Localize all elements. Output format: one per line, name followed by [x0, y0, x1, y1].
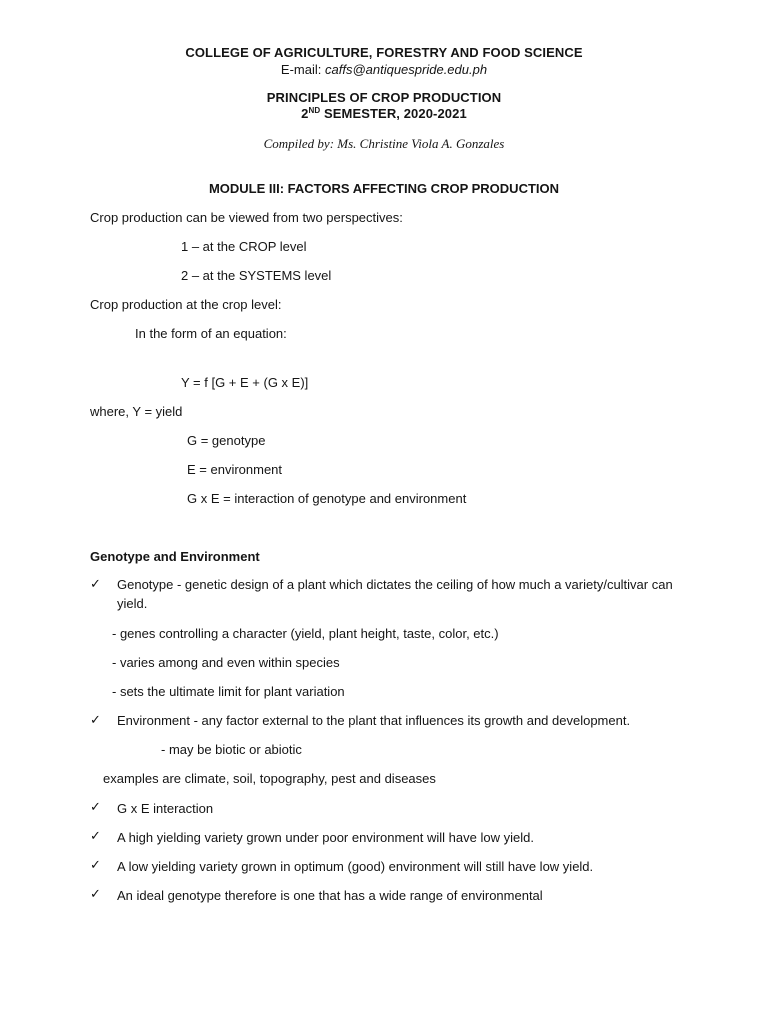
semester-line — [0, 106, 768, 122]
semester-text: SEMESTER, 2020-2021 — [320, 106, 467, 121]
semester-superscript: ND — [308, 106, 321, 115]
email-label: E-mail: — [280, 62, 325, 77]
bullet-item: A low yielding variety grown in optimum (good) environment will still have low yield. — [117, 859, 594, 874]
perspectives-text: Crop production can be viewed from two perspectives: — [90, 210, 403, 225]
email-line — [0, 62, 768, 78]
environment-sub-item: - may be biotic or abiotic — [161, 742, 302, 757]
module-title: MODULE III: FACTORS AFFECTING CROP PRODUCTION — [208, 181, 560, 196]
college-name: COLLEGE OF AGRICULTURE, FORESTRY AND FOOD SCIENCE — [185, 45, 583, 60]
perspective-crop: 1 – at the CROP level — [181, 239, 307, 254]
compiled-by: Compiled by: Ms. Christine Viola A. Gonzales — [263, 136, 505, 151]
genotype-sub-item: - varies among and even within species — [112, 655, 340, 670]
checkmark-icon: ✓ — [90, 713, 101, 728]
bullet-item: An ideal genotype therefore is one that has a wide range of environmental — [117, 888, 543, 903]
email-address: caffs@antiquespride.edu.ph — [324, 62, 488, 77]
genotype-sub-item: - sets the ultimate limit for plant variation — [112, 684, 345, 699]
interaction-definition: G x E = interaction of genotype and environment — [187, 491, 467, 506]
semester-number: 2 — [301, 106, 309, 121]
bullet-item: G x E interaction — [117, 801, 214, 816]
checkmark-icon: ✓ — [90, 829, 101, 844]
checkmark-icon: ✓ — [90, 577, 101, 592]
bullet-item: A high yielding variety grown under poor environment will have low yield. — [117, 830, 534, 845]
examples-text: examples are climate, soil, topography, pest and diseases — [103, 771, 436, 786]
checkmark-icon: ✓ — [90, 800, 101, 815]
equation-intro: In the form of an equation: — [135, 326, 287, 341]
perspective-systems: 2 – at the SYSTEMS level — [181, 268, 332, 283]
genotype-bullet: Genotype - genetic design of a plant which dictates the ceiling of how much a variety/cultivar can yield. — [117, 577, 673, 611]
where-yield: where, Y = yield — [90, 404, 183, 419]
genotype-sub-item: - genes controlling a character (yield, plant height, taste, color, etc.) — [112, 626, 499, 641]
course-title: PRINCIPLES OF CROP PRODUCTION — [266, 90, 502, 105]
environment-definition: E = environment — [187, 462, 283, 477]
checkmark-icon: ✓ — [90, 887, 101, 902]
crop-level-text: Crop production at the crop level: — [90, 297, 282, 312]
yield-equation: Y = f [G + E + (G x E)] — [181, 375, 309, 390]
environment-bullet: Environment - any factor external to the plant that influences its growth and development. — [117, 713, 631, 728]
section-heading: Genotype and Environment — [90, 549, 260, 564]
checkmark-icon: ✓ — [90, 858, 101, 873]
genotype-definition: G = genotype — [187, 433, 266, 448]
